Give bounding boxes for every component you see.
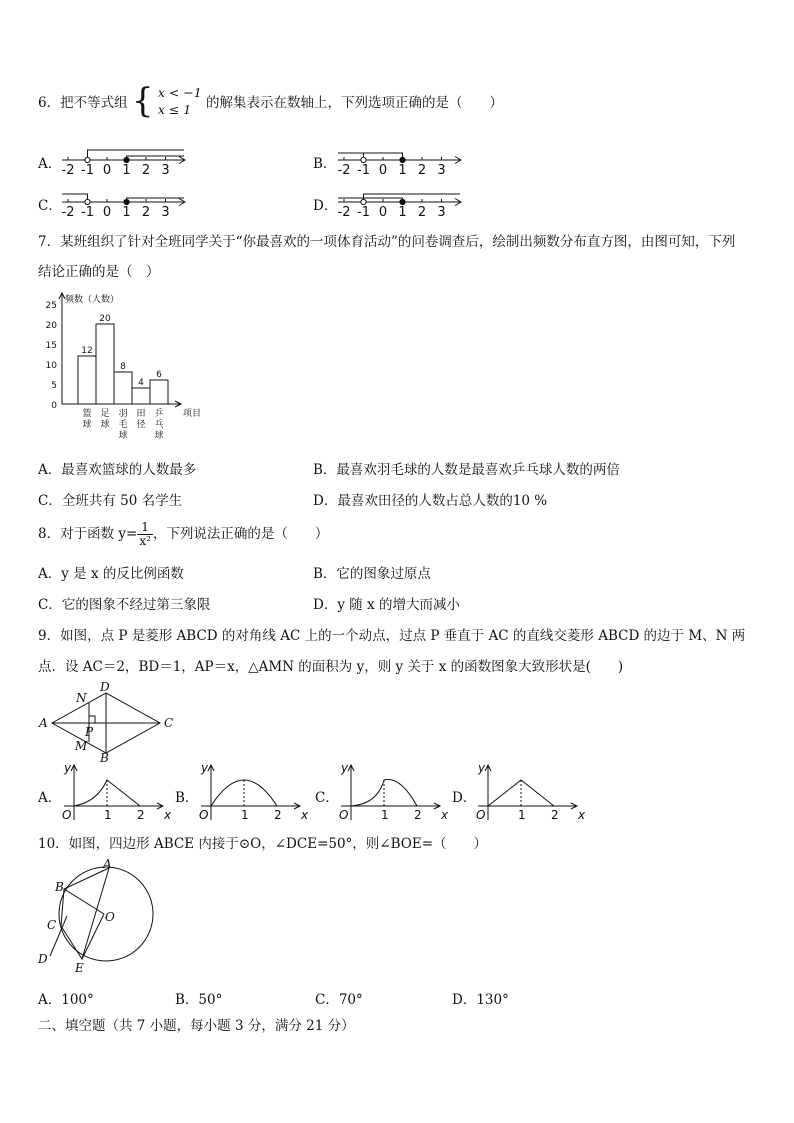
bar-value-label: 12: [81, 346, 93, 356]
label-a: A: [39, 716, 48, 730]
x-tick-2: 2: [137, 808, 145, 822]
x-tick-1: 1: [381, 808, 389, 822]
y-tick-label: 5: [51, 381, 57, 391]
x-axis-letter: x: [578, 808, 586, 822]
q10-stem: 10．如图，四边形 ABCE 内接于⊙O，∠DCE=50°，则∠BOE=（ ）: [38, 836, 488, 852]
tick-label: 1: [122, 205, 131, 220]
right-angle-mark: [89, 716, 95, 723]
y-tick-label: 0: [51, 401, 57, 411]
q8-stem: [38, 514, 328, 554]
x-tick-2: 2: [274, 808, 282, 822]
tick-label: 0: [102, 163, 112, 178]
open-dot: [361, 199, 366, 204]
tick-label: -1: [357, 205, 370, 220]
q9-option-b-label[interactable]: B．: [175, 790, 199, 806]
q6-ineq-1: x < −1: [157, 85, 202, 100]
q10-option-c[interactable]: C．70°: [315, 992, 363, 1008]
q9-graph-c[interactable]: [337, 760, 449, 822]
bar-value-label: 20: [99, 314, 111, 324]
q8-option-b[interactable]: B．它的图象过原点: [313, 566, 431, 582]
q9-option-d-label[interactable]: D．: [452, 790, 477, 806]
solution-bracket-closed: [338, 198, 403, 202]
bar-4: [150, 380, 168, 404]
q7-option-a[interactable]: A．最喜欢篮球的人数最多: [38, 462, 197, 478]
q6-prefix: 6．把不等式组: [38, 95, 128, 111]
tick-label: 2: [141, 163, 151, 178]
segment-bo: [64, 889, 104, 914]
solution-bracket-closed: [127, 156, 185, 160]
category-label: 田径: [136, 409, 146, 430]
q6-system: [158, 84, 202, 118]
label-d: D: [100, 682, 110, 694]
q8-prefix: 8．对于函数 y=: [38, 526, 138, 542]
bar-2: [114, 372, 132, 404]
q9-graph-d[interactable]: [474, 760, 586, 822]
x-axis-label: 项目: [183, 409, 202, 419]
tick-label: 0: [378, 205, 388, 220]
quadrilateral-abce: [61, 868, 109, 959]
open-dot: [85, 157, 90, 162]
q10-option-b[interactable]: B．50°: [175, 992, 223, 1008]
x-tick-1: 1: [241, 808, 249, 822]
bar-0: [78, 356, 96, 404]
x-tick-1: 1: [104, 808, 112, 822]
q8-fraction: [137, 521, 153, 548]
q6-option-c-label[interactable]: C．: [38, 198, 62, 214]
q6-option-d-label[interactable]: D．: [313, 198, 338, 214]
closed-dot: [400, 157, 405, 162]
tick-label: 3: [437, 163, 446, 178]
q6-option-a-label[interactable]: A．: [38, 156, 62, 172]
category-label: 足球: [100, 409, 110, 430]
tick-label: 2: [141, 205, 151, 220]
solution-bracket-open: [62, 194, 88, 202]
closed-dot: [124, 199, 129, 204]
y-axis-letter: y: [478, 761, 486, 775]
tick-label: 1: [398, 163, 407, 178]
x-tick-1: 1: [518, 808, 526, 822]
q10-circle-figure: [34, 858, 159, 976]
open-dot: [85, 199, 90, 204]
tick-label: 2: [417, 205, 427, 220]
q8-frac-num: 1: [137, 521, 153, 535]
tick-label: -2: [61, 205, 75, 220]
x-tick-2: 2: [414, 808, 422, 822]
q7-option-d[interactable]: D．最喜欢田径的人数占总人数的10 %: [313, 493, 548, 509]
y-axis-letter: y: [341, 761, 349, 775]
q6-suffix: 的解集表示在数轴上，下列选项正确的是（ ）: [206, 95, 504, 111]
bar-3: [132, 388, 150, 404]
q9-stem-line1: 9．如图，点 P 是菱形 ABCD 的对角线 AC 上的一个动点，过点 P 垂直于 AC 的直线交菱形 ABCD 的边于 M、N 两: [38, 628, 746, 644]
category-label: 乒乓球: [154, 409, 164, 441]
label-a: A: [103, 858, 112, 871]
tick-label: 0: [378, 163, 388, 178]
y-tick-label: 10: [45, 361, 57, 371]
y-tick-label: 20: [45, 321, 57, 331]
q7-stem-line1: 7．某班组织了针对全班同学关于“你最喜欢的一项体育活动”的问卷调查后，绘制出频数分布直方图，由图可知，下列: [38, 234, 736, 250]
solution-bracket-open: [88, 150, 185, 160]
q9-option-c-label[interactable]: C．: [315, 790, 339, 806]
origin-label: O: [62, 808, 72, 822]
closed-dot: [400, 199, 405, 204]
tick-label: -1: [81, 205, 94, 220]
tick-label: 3: [161, 163, 170, 178]
q6-ineq-2: x ≤ 1: [157, 102, 192, 117]
q7-option-c[interactable]: C．全班共有 50 名学生: [38, 493, 183, 509]
origin-label: O: [199, 808, 209, 822]
category-label: 篮球: [82, 409, 92, 430]
q9-option-a-label[interactable]: A．: [38, 790, 62, 806]
q6-numberline-d[interactable]: [336, 182, 466, 220]
open-dot: [361, 157, 366, 162]
label-p: P: [85, 725, 94, 739]
y-tick-label: 25: [45, 301, 57, 311]
origin-label: O: [339, 808, 349, 822]
label-o: O: [105, 910, 115, 924]
bar-value-label: 6: [156, 370, 162, 380]
q9-rhombus-figure: [36, 682, 186, 764]
tick-label: 2: [417, 163, 427, 178]
q9-graph-a[interactable]: [60, 760, 172, 822]
label-m: M: [75, 739, 88, 753]
q6-numberline-b[interactable]: [336, 140, 466, 178]
y-axis-label: 频数（人数）: [65, 295, 120, 305]
q6-stem: [38, 81, 504, 128]
solution-bracket-closed: [338, 153, 403, 160]
label-n: N: [76, 691, 87, 705]
tick-label: 1: [398, 205, 407, 220]
q7-stem-line2: 结论正确的是（ ）: [38, 264, 160, 280]
y-axis-letter: y: [64, 761, 72, 775]
y-tick-label: 15: [45, 341, 57, 351]
tick-label: 3: [437, 205, 446, 220]
q10-option-d[interactable]: D．130°: [452, 992, 509, 1008]
q10-option-a[interactable]: A．100°: [38, 992, 94, 1008]
q7-histogram: [40, 288, 220, 448]
bar-1: [96, 324, 114, 404]
label-b: B: [100, 751, 109, 764]
tick-label: -1: [357, 163, 370, 178]
tick-label: 1: [122, 163, 131, 178]
q8-option-c[interactable]: C．它的图象不经过第三象限: [38, 597, 211, 613]
q8-option-d[interactable]: D．y 随 x 的增大而减小: [313, 597, 460, 613]
bar-value-label: 8: [120, 362, 126, 372]
q9-graph-b[interactable]: [197, 760, 309, 822]
x-tick-2: 2: [551, 808, 559, 822]
label-c: C: [47, 918, 57, 932]
label-d: D: [38, 952, 48, 966]
tick-label: -2: [61, 163, 75, 178]
bar-value-label: 4: [138, 378, 144, 388]
q8-frac-den: x²: [139, 534, 151, 548]
tick-label: 3: [161, 205, 170, 220]
tick-label: -2: [337, 163, 351, 178]
origin-label: O: [476, 808, 486, 822]
q6-option-b-label[interactable]: B．: [313, 156, 337, 172]
solution-bracket-open: [338, 153, 364, 160]
tick-label: -2: [337, 205, 351, 220]
x-axis-letter: x: [441, 808, 449, 822]
y-axis-letter: y: [201, 761, 209, 775]
solution-bracket-closed: [127, 198, 185, 202]
tick-label: -1: [81, 163, 94, 178]
q6-numberline-c[interactable]: [60, 182, 190, 220]
tick-label: 0: [102, 205, 112, 220]
label-b: B: [55, 880, 64, 894]
q6-numberline-a[interactable]: [60, 140, 190, 178]
section-heading: 二、填空题（共 7 小题，每小题 3 分，满分 21 分）: [38, 1018, 355, 1034]
x-axis-letter: x: [164, 808, 172, 822]
q8-option-a[interactable]: A．y 是 x 的反比例函数: [38, 566, 184, 582]
category-label: 羽毛球: [118, 409, 128, 441]
q9-stem-line2: 点．设 AC＝2，BD＝1，AP＝x，△AMN 的面积为 y，则 y 关于 x 的函数图象大致形状是( ): [38, 659, 624, 675]
q6-brace: {: [131, 81, 154, 121]
closed-dot: [124, 157, 129, 162]
x-axis-letter: x: [301, 808, 309, 822]
label-e: E: [75, 961, 84, 975]
q7-option-b[interactable]: B．最喜欢羽毛球的人数是最喜欢乒乓球人数的两倍: [313, 462, 620, 478]
q8-suffix: ，下列说法正确的是（ ）: [152, 526, 329, 542]
label-c: C: [164, 716, 174, 730]
